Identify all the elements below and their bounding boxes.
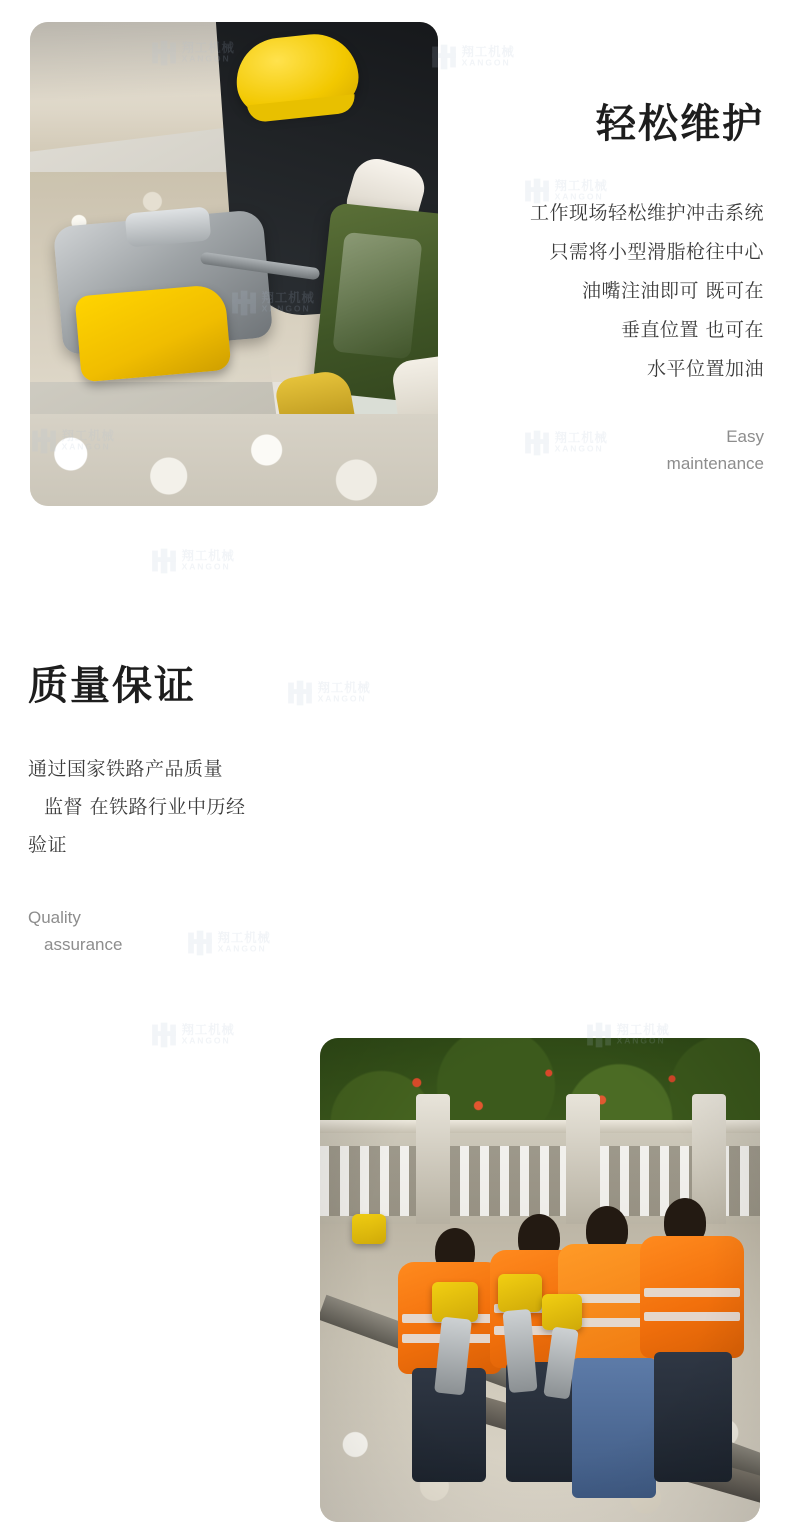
quality-assurance-text-block	[28, 662, 328, 958]
section-1-heading: 轻松维护	[596, 101, 764, 147]
section-2-subtitle-line-2: assurance	[44, 935, 123, 955]
watermark-cn: 翔工机械	[317, 681, 371, 696]
watermark-en: XANGON	[217, 944, 267, 954]
section-2-body-line-1: 通过国家铁路产品质量	[28, 758, 224, 780]
watermark-en: XANGON	[317, 694, 367, 704]
watermark	[152, 1023, 235, 1048]
section-1-body-line-1: 工作现场轻松维护冲击系统	[529, 202, 764, 224]
watermark-cn: 翔工机械	[554, 431, 608, 446]
photo-vignette	[320, 1038, 760, 1522]
watermark-en: XANGON	[181, 1036, 231, 1046]
section-1-subtitle-line-2: maintenance	[666, 453, 764, 473]
quality-assurance-photo	[320, 1038, 760, 1522]
brand-logo-icon	[152, 1023, 177, 1048]
watermark-cn: 翔工机械	[616, 1023, 670, 1038]
watermark-en: XANGON	[554, 192, 604, 202]
section-1-body-line-2: 只需将小型滑脂枪往中心	[549, 240, 764, 263]
section-1-subtitle-en	[452, 423, 764, 477]
easy-maintenance-photo	[30, 22, 438, 506]
section-1-body-line-5: 水平位置加油	[646, 357, 764, 380]
watermark	[432, 45, 515, 70]
watermark-cn: 翔工机械	[181, 1023, 235, 1038]
section-2-subtitle-en	[28, 904, 328, 958]
watermark-cn: 翔工机械	[461, 45, 515, 60]
section-2-heading: 质量保证	[28, 663, 196, 709]
rubble-foreground	[30, 414, 438, 506]
section-2-body-line-2: 监督 在铁路行业中历经	[44, 796, 246, 818]
watermark	[152, 549, 235, 574]
section-1-body-line-3: 油嘴注油即可 既可在	[581, 279, 764, 302]
watermark-cn: 翔工机械	[181, 549, 235, 564]
easy-maintenance-text-block	[452, 100, 764, 477]
section-2-body-line-3: 验证	[28, 834, 68, 856]
section-2-subtitle-line-1: Quality	[28, 908, 81, 927]
section-1-body-line-4: 垂直位置 也可在	[620, 318, 764, 341]
watermark-en: XANGON	[461, 58, 511, 68]
section-1-subtitle-line-1: Easy	[726, 426, 764, 446]
section-2-body	[28, 750, 328, 864]
impact-machine-top	[125, 206, 212, 247]
section-1-body	[452, 194, 764, 389]
impact-machine-yellow-housing	[75, 284, 232, 383]
watermark-en: XANGON	[181, 562, 231, 572]
watermark-en: XANGON	[554, 444, 604, 454]
brand-logo-icon	[152, 549, 177, 574]
watermark-cn: 翔工机械	[554, 179, 608, 194]
watermark-cn: 翔工机械	[217, 931, 271, 946]
